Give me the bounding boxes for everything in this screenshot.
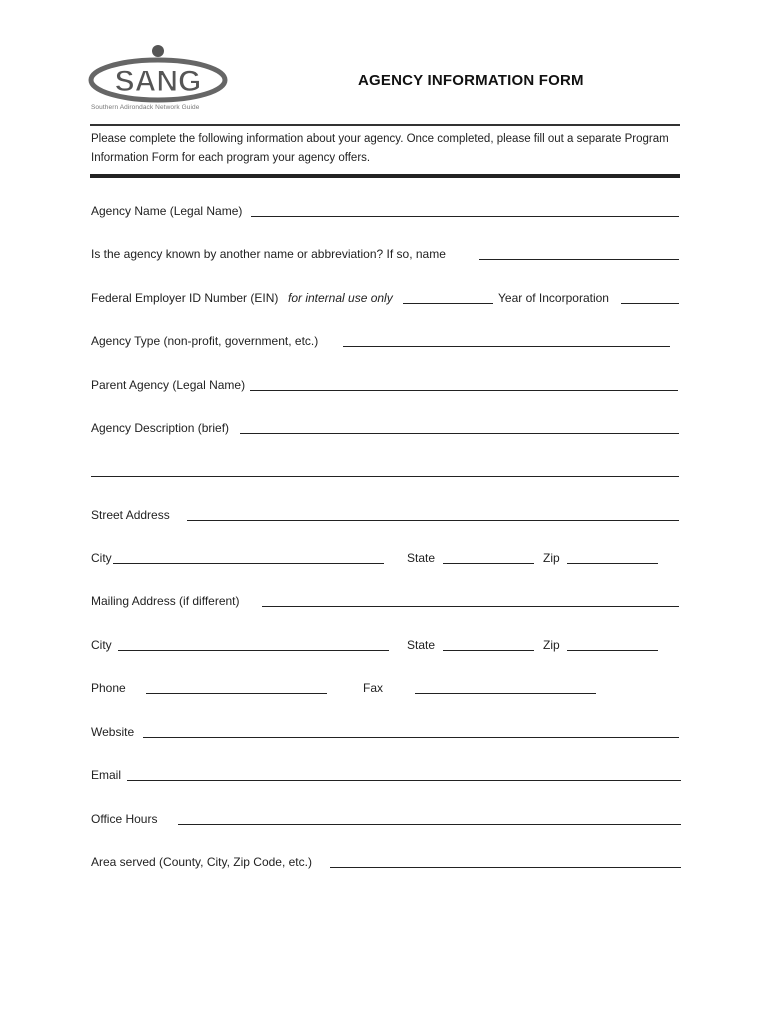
- description-label: Agency Description (brief): [91, 421, 230, 435]
- year-incorporation-field[interactable]: [621, 303, 679, 304]
- logo-text: SANG: [114, 65, 202, 98]
- mailing-address-label: Mailing Address (if different): [91, 594, 240, 608]
- agency-type-label: Agency Type (non-profit, government, etc.): [91, 334, 319, 348]
- website-field[interactable]: [143, 737, 679, 738]
- phone-label: Phone: [91, 681, 126, 695]
- agency-name-label: Agency Name (Legal Name): [91, 204, 243, 218]
- mailing-state-field[interactable]: [443, 650, 534, 651]
- zip-field[interactable]: [567, 563, 658, 564]
- parent-agency-field[interactable]: [250, 390, 678, 391]
- agency-name-field[interactable]: [251, 216, 679, 217]
- logo-subtitle: Southern Adirondack Network Guide: [91, 104, 200, 111]
- sang-logo-graphic: [88, 44, 238, 106]
- state-label: State: [407, 551, 436, 565]
- mailing-city-label: City: [91, 638, 112, 652]
- mailing-state-label: State: [407, 638, 436, 652]
- fax-field[interactable]: [415, 693, 596, 694]
- street-address-label: Street Address: [91, 508, 170, 522]
- mailing-zip-field[interactable]: [567, 650, 658, 651]
- page-title: AGENCY INFORMATION FORM: [358, 72, 584, 89]
- header-divider: [90, 124, 680, 126]
- year-incorporation-label: Year of Incorporation: [498, 291, 609, 305]
- phone-field[interactable]: [146, 693, 327, 694]
- zip-label: Zip: [543, 551, 560, 565]
- parent-agency-label: Parent Agency (Legal Name): [91, 378, 246, 392]
- area-served-label: Area served (County, City, Zip Code, etc.): [91, 855, 312, 869]
- office-hours-label: Office Hours: [91, 812, 158, 826]
- mailing-zip-label: Zip: [543, 638, 560, 652]
- state-field[interactable]: [443, 563, 534, 564]
- ein-label: Federal Employer ID Number (EIN): [91, 291, 279, 305]
- description-field[interactable]: [240, 433, 679, 434]
- intro-text: Please complete the following information about your agency. Once completed, please fill out a separate Program Information Form for each program your agency offers.: [91, 133, 669, 164]
- other-name-field[interactable]: [479, 259, 679, 260]
- city-label: City: [91, 551, 112, 565]
- description-field-2[interactable]: [91, 476, 679, 477]
- email-label: Email: [91, 768, 122, 782]
- fax-label: Fax: [363, 681, 384, 695]
- street-address-field[interactable]: [187, 520, 679, 521]
- mailing-address-field[interactable]: [262, 606, 679, 607]
- ein-note: for internal use only: [288, 291, 393, 305]
- website-label: Website: [91, 725, 135, 739]
- area-served-field[interactable]: [330, 867, 681, 868]
- ein-field[interactable]: [403, 303, 493, 304]
- email-field[interactable]: [127, 780, 681, 781]
- sang-logo: [88, 44, 238, 116]
- office-hours-field[interactable]: [178, 824, 681, 825]
- agency-type-field[interactable]: [343, 346, 670, 347]
- other-name-label: Is the agency known by another name or abbreviation? If so, name: [91, 247, 446, 261]
- city-field[interactable]: [113, 563, 384, 564]
- intro-divider: [90, 174, 680, 178]
- mailing-city-field[interactable]: [118, 650, 389, 651]
